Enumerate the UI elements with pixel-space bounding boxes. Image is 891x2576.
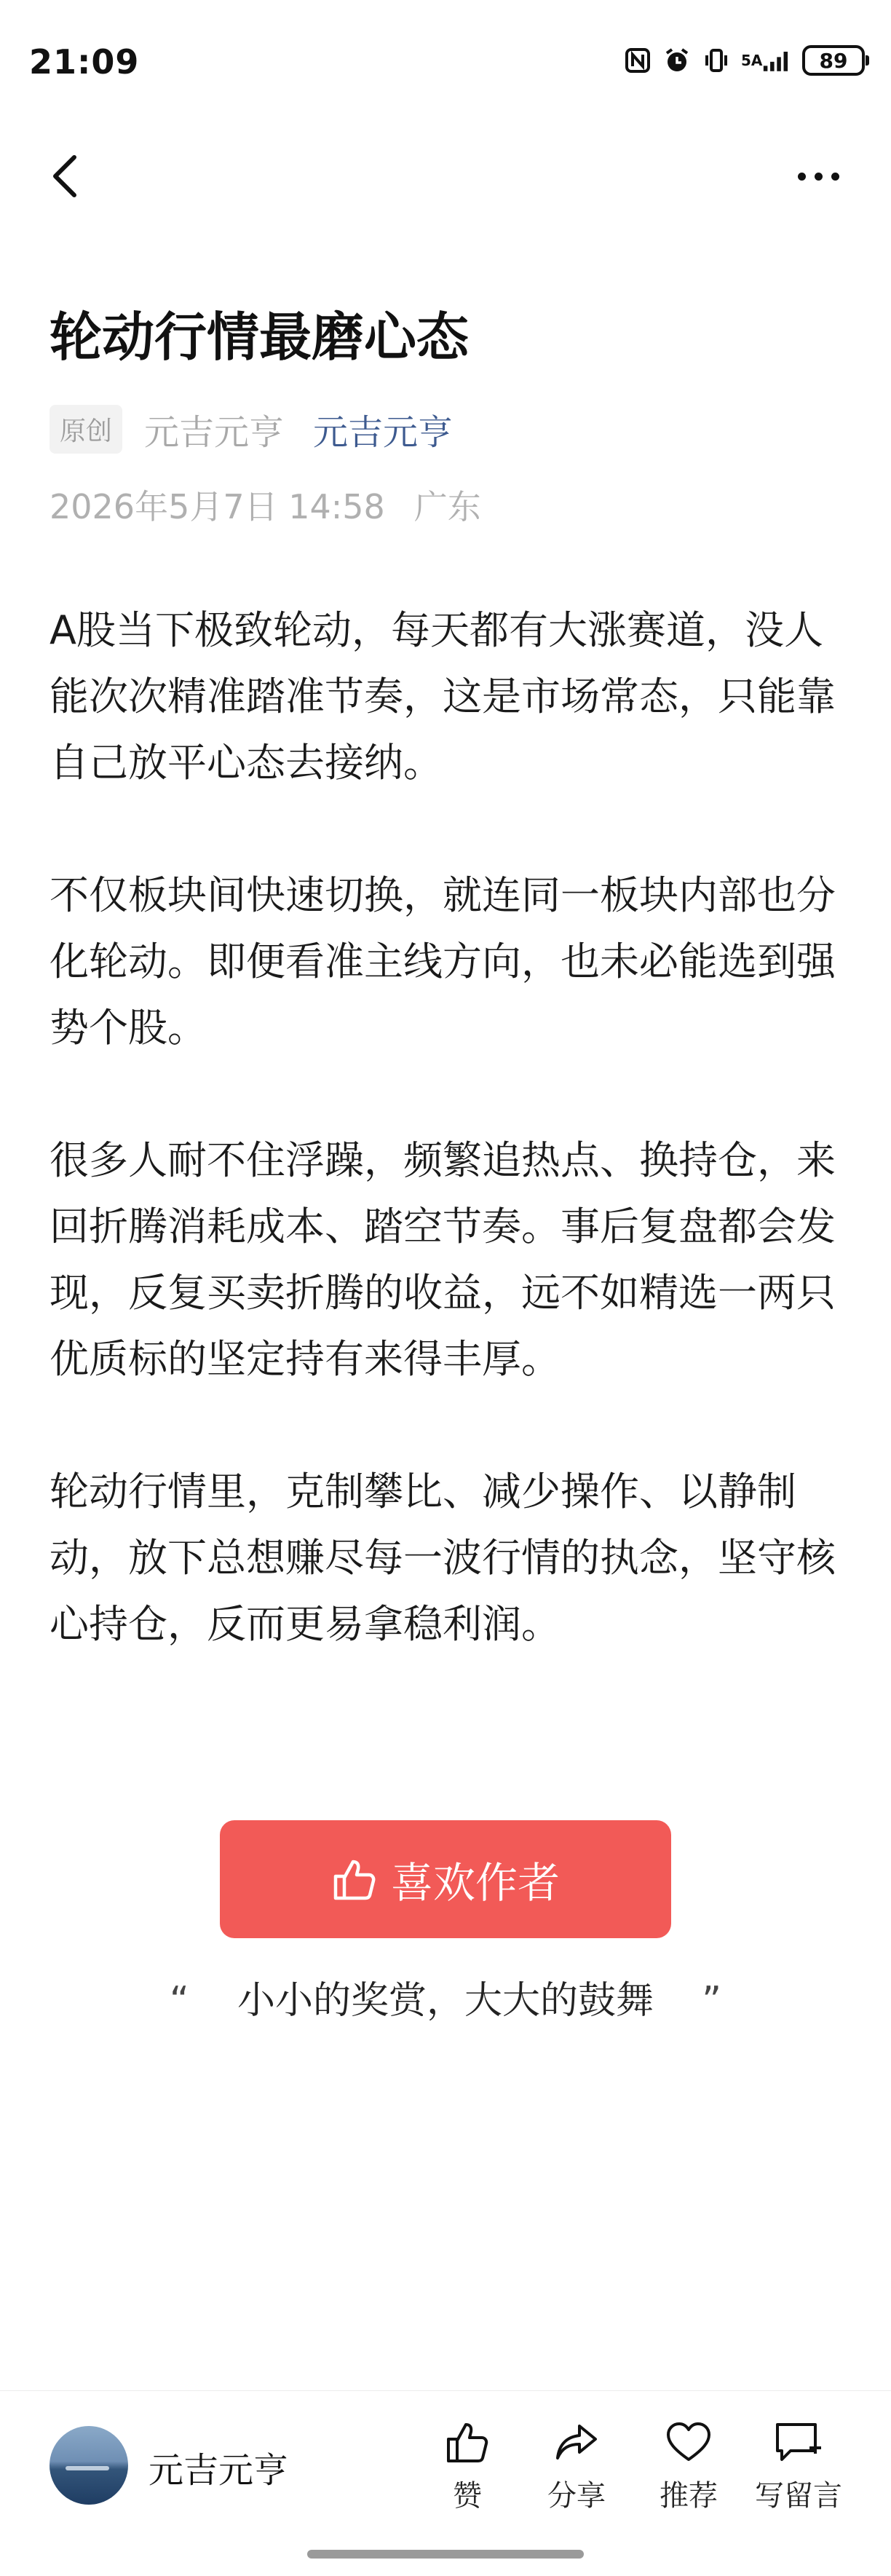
- status-time: 21:09: [29, 42, 140, 82]
- article-meta: [50, 404, 453, 454]
- like-action[interactable]: [424, 2420, 511, 2514]
- battery-level: 89: [819, 48, 848, 73]
- back-button[interactable]: [47, 153, 86, 199]
- share-action[interactable]: [533, 2420, 620, 2514]
- publish-location: 广东: [413, 487, 481, 526]
- nfc-icon: [623, 46, 652, 75]
- chevron-left-icon: [47, 153, 86, 199]
- recommend-label: 推荐: [660, 2479, 718, 2513]
- quote-close: ”: [702, 1979, 722, 2023]
- reward-text: [0, 1969, 891, 2024]
- reward-message: 小小的奖赏，大大的鼓舞: [237, 1979, 654, 2023]
- paragraph: A股当下极致轮动，每天都有大涨赛道，没人能次次精准踏准节奏，这是市场常态，只能靠自己放平心态去接纳。: [50, 607, 836, 786]
- battery-icon: [802, 45, 865, 76]
- like-author-button[interactable]: [220, 1820, 671, 1938]
- more-dots-icon: [798, 173, 806, 181]
- comment-action[interactable]: [751, 2420, 846, 2514]
- quote-open: “: [169, 1979, 189, 2023]
- publish-info: [50, 481, 481, 529]
- paragraph: 不仅板块间快速切换，就连同一板块内部也分化轮动。即便看准主线方向，也未必能选到强势个股。: [50, 872, 836, 1051]
- bottom-author-name[interactable]: 元吉元亨: [148, 2450, 289, 2491]
- thumbs-up-icon: [444, 2420, 491, 2465]
- alarm-icon: [662, 46, 692, 75]
- bottom-bar: [0, 2390, 891, 2576]
- heart-icon: [665, 2420, 712, 2465]
- signal-icon: 5A: [741, 46, 792, 75]
- avatar[interactable]: [50, 2426, 128, 2505]
- status-bar: [0, 0, 891, 131]
- comment-plus-icon: [773, 2420, 824, 2465]
- comment-label: 写留言: [755, 2479, 842, 2513]
- status-icons: [623, 45, 865, 76]
- like-label: 赞: [453, 2479, 482, 2513]
- share-icon: [553, 2420, 600, 2465]
- author-name: 元吉元亨: [144, 412, 285, 453]
- home-indicator[interactable]: [307, 2550, 584, 2559]
- paragraph: 轮动行情里，克制攀比、减少操作、以静制动，放下总想赚尽每一波行情的执念，坚守核心持仓，反而更易拿稳利润。: [50, 1469, 836, 1647]
- thumbs-up-icon: [331, 1856, 378, 1903]
- vibrate-icon: [702, 46, 731, 75]
- publish-date: 2026年5月7日 14:58: [50, 487, 385, 526]
- article-body: [50, 597, 850, 1723]
- paragraph: 很多人耐不住浮躁，频繁追热点、换持仓，来回折腾消耗成本、踏空节奏。事后复盘都会发现，反复买卖折腾的收益，远不如精选一两只优质标的坚定持有来得丰厚。: [50, 1137, 836, 1382]
- more-button[interactable]: [798, 162, 844, 191]
- article-title: 轮动行情最磨心态: [50, 307, 470, 368]
- original-badge: 原创: [50, 405, 122, 454]
- like-author-label: 喜欢作者: [390, 1858, 560, 1908]
- recommend-action[interactable]: [645, 2420, 732, 2514]
- account-link[interactable]: 元吉元亨: [313, 412, 454, 453]
- share-label: 分享: [547, 2479, 606, 2513]
